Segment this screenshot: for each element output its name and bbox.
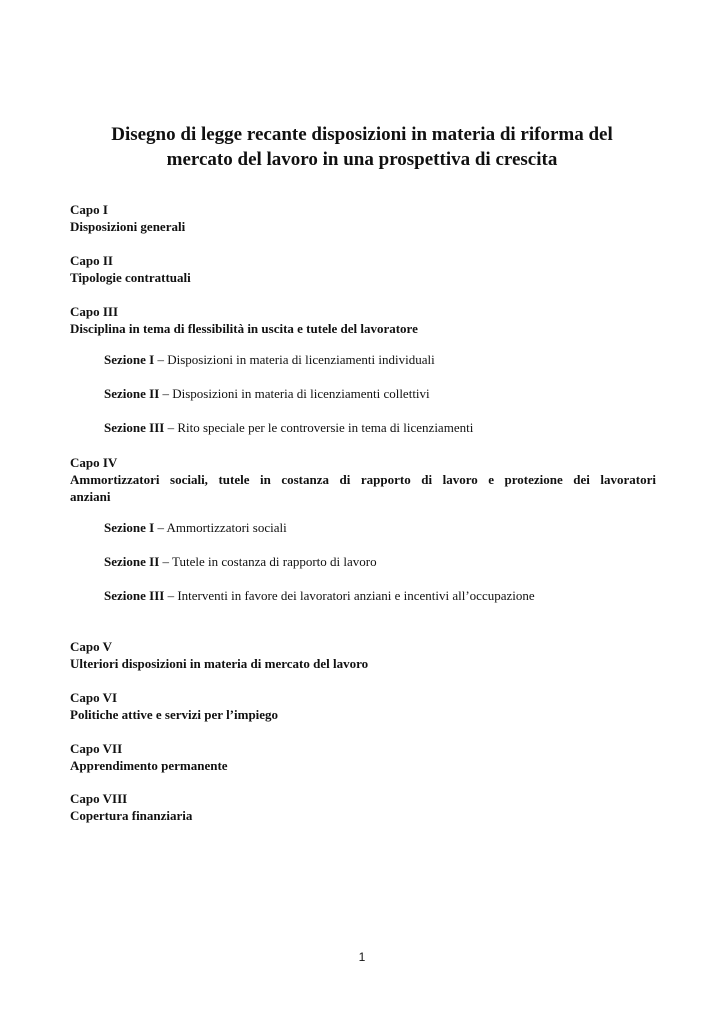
capo-2: [70, 252, 191, 286]
capo-label: Capo VI: [70, 690, 118, 705]
sezione-text: – Disposizioni in materia di licenziamenti individuali: [154, 352, 435, 367]
sezione-label: Sezione I: [104, 520, 155, 535]
page-number: 1: [358, 950, 366, 964]
capo-1: [70, 201, 185, 235]
sezione-label: Sezione III: [104, 588, 165, 603]
sezione-text: – Ammortizzatori sociali: [154, 520, 287, 535]
sezione-label: Sezione I: [104, 352, 155, 367]
capo-label: Capo I: [70, 202, 108, 217]
sezione-label: Sezione II: [104, 554, 160, 569]
capo-title: Ulteriori disposizioni in materia di mercato del lavoro: [70, 656, 369, 671]
capo-title: Politiche attive e servizi per l’impiego: [70, 707, 279, 722]
document-title: [70, 122, 654, 172]
capo-6: [70, 689, 278, 723]
capo-3-sezione-1: [104, 351, 435, 368]
capo-label: Capo VIII: [70, 791, 128, 806]
sezione-text: – Disposizioni in materia di licenziamenti collettivi: [159, 386, 430, 401]
capo-5: [70, 638, 368, 672]
capo-8: [70, 790, 192, 824]
capo-title: Apprendimento permanente: [70, 758, 228, 773]
capo-label: Capo V: [70, 639, 113, 654]
sezione-text: – Interventi in favore dei lavoratori anziani e incentivi all’occupazione: [164, 588, 535, 603]
sezione-text: – Rito speciale per le controversie in tema di licenziamenti: [164, 420, 474, 435]
capo-3-sezione-3: [104, 419, 473, 436]
capo-title-line-1: Ammortizzatori sociali, tutele in costanza di rapporto di lavoro e protezione dei lavoratori: [70, 472, 656, 487]
capo-title: Disciplina in tema di flessibilità in uscita e tutele del lavoratore: [70, 321, 418, 336]
capo-4-sezione-2: [104, 553, 377, 570]
capo-label: Capo VII: [70, 741, 123, 756]
capo-title-line-2: anziani: [70, 489, 111, 504]
title-line-2: mercato del lavoro in una prospettiva di crescita: [166, 149, 558, 170]
capo-7: [70, 740, 228, 774]
sezione-label: Sezione III: [104, 420, 165, 435]
capo-label: Capo II: [70, 253, 113, 268]
capo-3-sezione-2: [104, 385, 430, 402]
capo-4-sezione-1: [104, 519, 287, 536]
capo-4: [70, 454, 656, 505]
capo-4-sezione-3: [104, 587, 535, 604]
capo-title: Copertura finanziaria: [70, 808, 193, 823]
sezione-text: – Tutele in costanza di rapporto di lavoro: [159, 554, 377, 569]
capo-3: [70, 303, 418, 337]
capo-label: Capo III: [70, 304, 119, 319]
capo-title: Tipologie contrattuali: [70, 270, 191, 285]
capo-label: Capo IV: [70, 455, 118, 470]
capo-title: Disposizioni generali: [70, 219, 186, 234]
sezione-label: Sezione II: [104, 386, 160, 401]
title-line-1: Disegno di legge recante disposizioni in materia di riforma del: [111, 124, 613, 145]
